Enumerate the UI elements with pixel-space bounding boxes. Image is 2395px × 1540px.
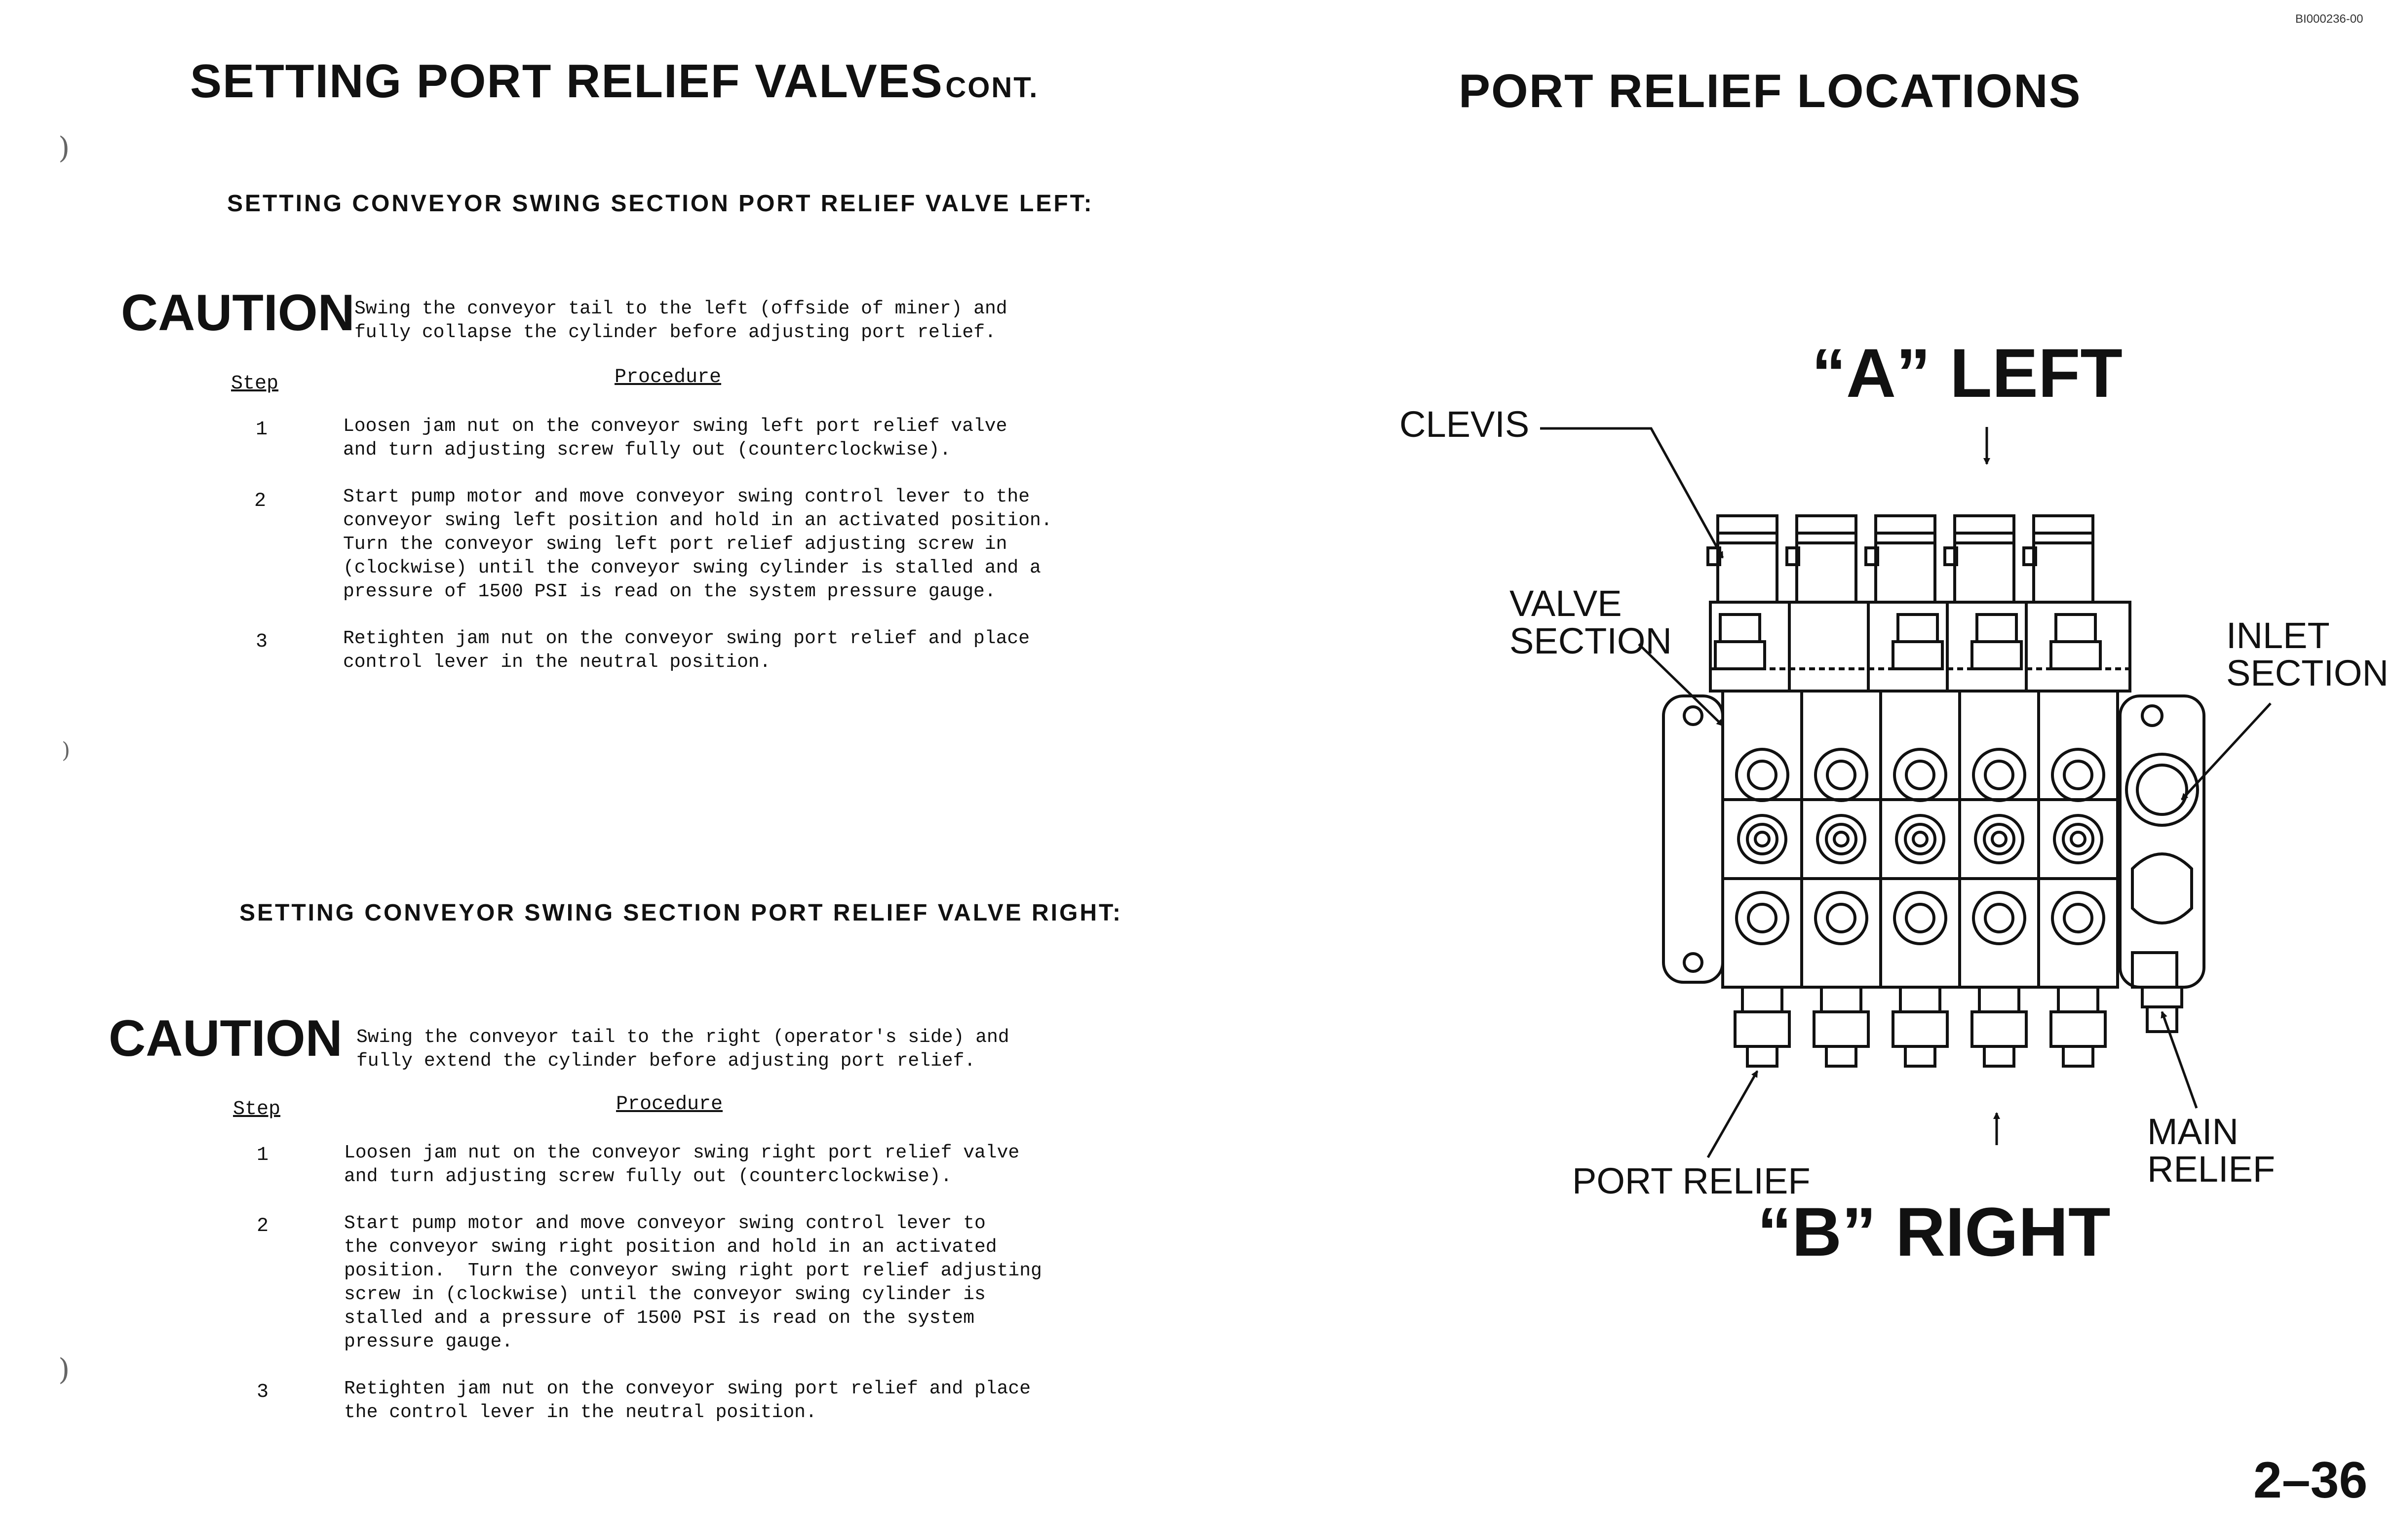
step-number: 3: [256, 631, 268, 653]
step-number: 1: [256, 419, 268, 441]
step-number: 3: [257, 1381, 269, 1403]
binder-mark: ): [62, 738, 71, 763]
main-relief-leader: [2162, 1012, 2197, 1108]
step-text: Start pump motor and move conveyor swing control lever to the conveyor swing left position and hold in an activated position. Turn the conveyor swing left port relief adjusting screw in (clockwise) until the conveyor swing cylinder is stalled and a pressure of 1500 PSI is read on the system pressure gauge.: [343, 486, 1052, 602]
page-title-text: SETTING PORT RELIEF VALVES: [190, 55, 943, 108]
clevis-caps: [1708, 516, 2093, 602]
procedure-header-left: Procedure: [615, 366, 722, 388]
step-text: Loosen jam nut on the conveyor swing right port relief valve and turn adjusting screw fully out (counterclockwise).: [344, 1142, 1020, 1187]
binder-mark: ): [58, 131, 70, 165]
section-heading-right: SETTING CONVEYOR SWING SECTION PORT RELIEF VALVE RIGHT:: [239, 900, 1122, 926]
step-text: Start pump motor and move conveyor swing control lever to the conveyor swing right position and hold in an activated position. Turn the conveyor swing right port relief adjusting screw in (clockwise) until the conveyor swing cylinder is stalled and a pressure of 1500 PSI is read on the system pressure gauge.: [344, 1213, 1042, 1352]
callout-valve-section: VALVE SECTION: [1509, 583, 1672, 661]
callout-inlet-section: INLET SECTION: [2226, 615, 2389, 693]
port-relief-leader: [1708, 1071, 1757, 1157]
step-text: Loosen jam nut on the conveyor swing left port relief valve and turn adjusting screw fully out (counterclockwise).: [343, 416, 1007, 461]
procedure-header-right: Procedure: [616, 1093, 723, 1116]
caution-label-right: CAUTION: [109, 1010, 343, 1067]
callout-port-relief: PORT RELIEF: [1572, 1160, 1811, 1201]
step-header-left: Step: [231, 373, 279, 395]
diagram-title: PORT RELIEF LOCATIONS: [1459, 65, 2082, 117]
step-number: 2: [257, 1215, 269, 1237]
caution-text-left: Swing the conveyor tail to the left (offside of miner) and fully collapse the cylinder before adjusting port relief.: [354, 298, 1007, 343]
callout-main-relief: MAIN RELIEF: [2147, 1111, 2276, 1190]
step-number: 2: [254, 490, 267, 512]
page-number: 2–36: [2253, 1452, 2368, 1509]
page-title: [190, 54, 1039, 109]
inlet-housing: [2120, 696, 2204, 987]
label-b-right: “B” RIGHT: [1757, 1193, 2111, 1270]
binder-mark: ): [58, 1352, 70, 1387]
step-text: Retighten jam nut on the conveyor swing port relief and place control lever in the neutral position.: [343, 628, 1030, 673]
step-text: Retighten jam nut on the conveyor swing port relief and place the control lever in the neutral position.: [344, 1378, 1031, 1423]
caution-text-right: Swing the conveyor tail to the right (operator's side) and fully extend the cylinder before adjusting port relief.: [356, 1027, 1009, 1072]
label-a-left: “A” LEFT: [1812, 334, 2123, 412]
inlet-section-leader: [2182, 703, 2271, 800]
document-id: BI000236-00: [2295, 12, 2363, 26]
clevis-leader: [1540, 428, 1723, 558]
valve-diagram: [1333, 0, 2395, 1540]
callout-clevis: CLEVIS: [1399, 404, 1530, 445]
right-page: [1333, 0, 2395, 1540]
end-plate: [1663, 696, 1723, 982]
section-heading-left: SETTING CONVEYOR SWING SECTION PORT RELIEF VALVE LEFT:: [227, 191, 1094, 217]
page-title-suffix: CONT.: [945, 72, 1039, 104]
step-header-right: Step: [233, 1098, 281, 1120]
step-number: 1: [257, 1144, 269, 1166]
caution-label-left: CAUTION: [121, 284, 355, 342]
